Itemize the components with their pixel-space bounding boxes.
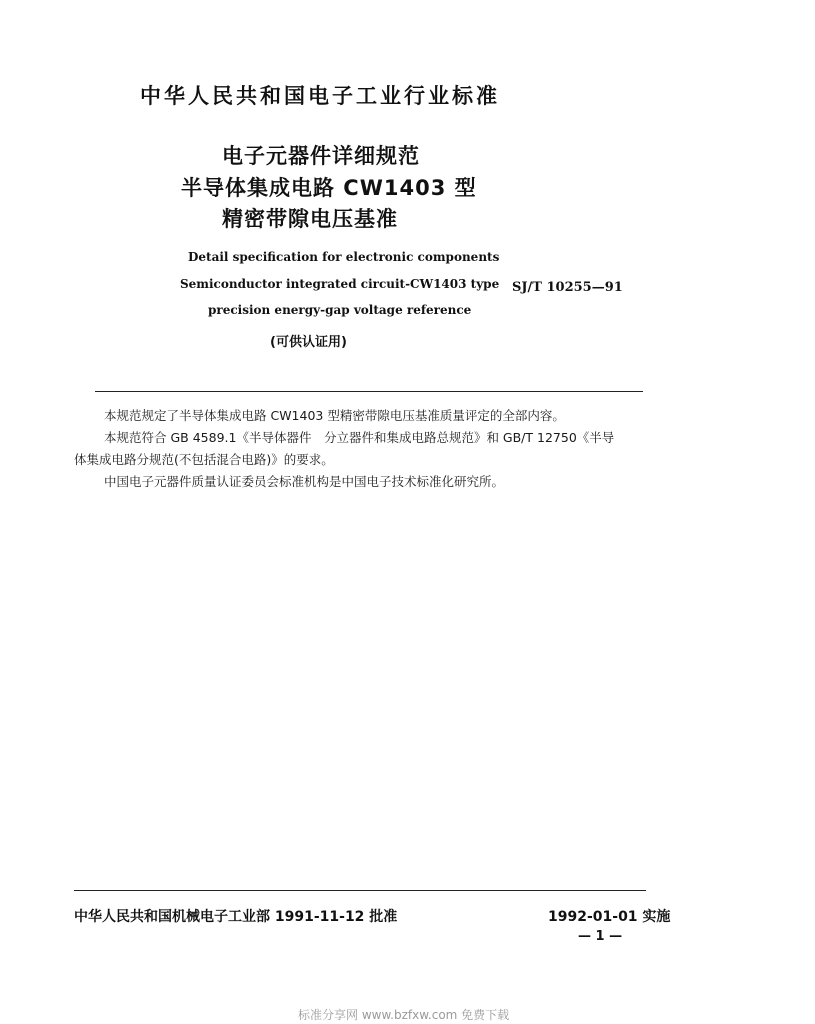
body-paragraph-authority: 中国电子元器件质量认证委员会标准机构是中国电子技术标准化研究所。 [104,474,505,489]
watermark-text: 标准分享网 www.bzfxw.com 免费下载 [298,1008,510,1022]
title-cn-line2: 半导体集成电路 CW1403 型 [181,176,477,200]
title-cn-line1: 电子元器件详细规范 [222,144,420,168]
page-number: — 1 — [578,929,623,944]
title-en-line1: Detail specification for electronic components [188,250,500,264]
approval-date: 中华人民共和国机械电子工业部 1991-11-12 批准 [74,909,398,925]
top-divider [95,391,643,392]
body-paragraph-compliance-line2: 体集成电路分规范(不包括混合电路)》的要求。 [74,452,334,467]
title-en-line3: precision energy-gap voltage reference [208,303,472,317]
standard-code: SJ/T 10255—91 [512,280,623,295]
title-cn-line3: 精密带隙电压基准 [222,207,398,231]
certification-note: (可供认证用) [270,335,347,350]
standard-organization-heading: 中华人民共和国电子工业行业标准 [140,84,500,108]
body-paragraph-compliance-line1: 本规范符合 GB 4589.1《半导体器件 分立器件和集成电路总规范》和 GB/T 12750《半导 [104,430,615,445]
title-en-line2: Semiconductor integrated circuit-CW1403 type [180,277,500,291]
effective-date: 1992-01-01 实施 [548,909,671,925]
bottom-divider [74,890,646,891]
body-paragraph-scope: 本规范规定了半导体集成电路 CW1403 型精密带隙电压基准质量评定的全部内容。 [104,408,565,423]
